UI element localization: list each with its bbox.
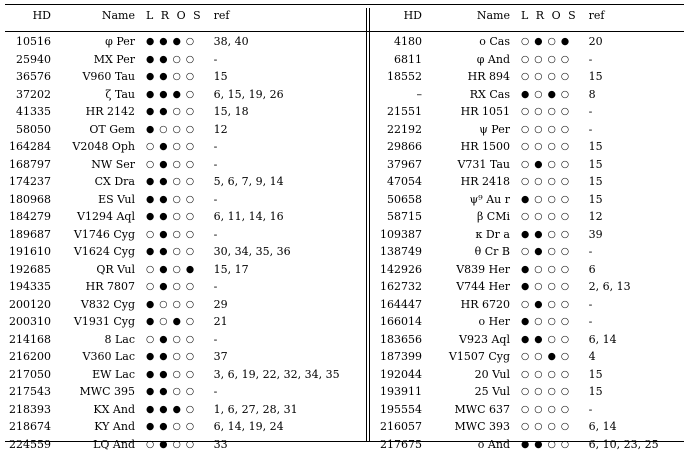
cell-hd: 217543 <box>5 383 51 401</box>
cell-name: V1931 Cyg <box>51 313 135 331</box>
cell-ref: 33 <box>203 436 361 453</box>
cell-name: β CMi <box>422 208 510 226</box>
cell-name: OT Gem <box>51 121 135 139</box>
cell-hd: 183656 <box>377 331 422 349</box>
cell-name: V1746 Cyg <box>51 226 135 244</box>
cell-flags: ○ ● ○ ● <box>135 261 203 279</box>
cell-ref: 38, 40 <box>203 28 361 51</box>
cell-ref: - <box>578 401 684 419</box>
cell-hd: 22192 <box>377 121 422 139</box>
cell-name: KX And <box>51 401 135 419</box>
cell-flags: ○ ● ○ ○ <box>510 296 578 314</box>
table-row <box>377 296 684 314</box>
cell-flags: ○ ○ ○ ○ <box>510 383 578 401</box>
cell-ref: 12 <box>578 208 684 226</box>
cell-hd: 218393 <box>5 401 51 419</box>
cell-name: 25 Vul <box>422 383 510 401</box>
table-row <box>377 243 684 261</box>
cell-hd: 47054 <box>377 173 422 191</box>
cell-hd: 21551 <box>377 103 422 121</box>
cell-hd: 25940 <box>5 51 51 69</box>
cell-flags: ○ ○ ● ○ <box>510 348 578 366</box>
cell-name: V832 Cyg <box>51 296 135 314</box>
cell-ref: 15, 17 <box>203 261 361 279</box>
cell-hd: 6811 <box>377 51 422 69</box>
cell-ref: 37 <box>203 348 361 366</box>
cell-flags: ○ ○ ○ ○ <box>510 173 578 191</box>
cell-name: HR 1051 <box>422 103 510 121</box>
table-row <box>5 156 361 174</box>
header-name: Name <box>422 4 510 28</box>
cell-ref: 15 <box>578 191 684 209</box>
cell-name: QR Vul <box>51 261 135 279</box>
cell-ref: - <box>203 226 361 244</box>
cell-name: MX Per <box>51 51 135 69</box>
cell-hd: 192685 <box>5 261 51 279</box>
cell-ref: 15 <box>578 68 684 86</box>
cell-name: o Her <box>422 313 510 331</box>
cell-ref: - <box>203 138 361 156</box>
cell-hd: 217675 <box>377 436 422 453</box>
table-row <box>377 191 684 209</box>
table-row <box>377 86 684 104</box>
cell-name: KY And <box>51 418 135 436</box>
cell-name: V1624 Cyg <box>51 243 135 261</box>
cell-hd: 214168 <box>5 331 51 349</box>
cell-hd: 29866 <box>377 138 422 156</box>
cell-ref: - <box>203 383 361 401</box>
cell-flags: ○ ● ○ ○ <box>135 278 203 296</box>
cell-name: θ Cr B <box>422 243 510 261</box>
star-catalog-table <box>5 4 684 442</box>
cell-flags: ● ● ○ ○ <box>135 243 203 261</box>
table-row <box>377 418 684 436</box>
table-row <box>377 156 684 174</box>
cell-flags: ● ● ● ○ <box>135 86 203 104</box>
cell-ref: 15 <box>578 366 684 384</box>
table-row <box>5 383 361 401</box>
table-row <box>377 261 684 279</box>
table-row <box>5 348 361 366</box>
cell-flags: ● ● ○ ○ <box>135 173 203 191</box>
cell-flags: ○ ○ ○ ○ <box>510 366 578 384</box>
cell-flags: ● ● ○ ○ <box>510 331 578 349</box>
cell-name: CX Dra <box>51 173 135 191</box>
cell-ref: 6, 11, 14, 16 <box>203 208 361 226</box>
header-ref: ref <box>203 4 361 28</box>
cell-hd: 193911 <box>377 383 422 401</box>
cell-flags: ○ ● ○ ○ <box>135 138 203 156</box>
cell-hd: 166014 <box>377 313 422 331</box>
cell-ref: - <box>203 51 361 69</box>
cell-ref: 15, 18 <box>203 103 361 121</box>
header-flags: L R O S <box>510 4 578 28</box>
cell-ref: 15 <box>203 68 361 86</box>
cell-hd: 191610 <box>5 243 51 261</box>
cell-ref: 3, 6, 19, 22, 32, 34, 35 <box>203 366 361 384</box>
header-row <box>377 4 684 28</box>
cell-ref: 6 <box>578 261 684 279</box>
cell-name: 8 Lac <box>51 331 135 349</box>
cell-name: ψ⁹ Au r <box>422 191 510 209</box>
cell-hd: 192044 <box>377 366 422 384</box>
cell-flags: ● ● ● ○ <box>135 401 203 419</box>
cell-flags: ● ● ○ ○ <box>135 418 203 436</box>
table-row <box>377 138 684 156</box>
cell-hd: 36576 <box>5 68 51 86</box>
table-row <box>5 68 361 86</box>
table-row <box>5 331 361 349</box>
left-half-table <box>5 4 361 453</box>
cell-flags: ● ● ○ ○ <box>135 208 203 226</box>
table-row <box>377 51 684 69</box>
column-divider-left <box>366 8 367 442</box>
cell-hd: 164284 <box>5 138 51 156</box>
table-row <box>377 68 684 86</box>
table-row <box>5 296 361 314</box>
table-row <box>377 313 684 331</box>
cell-ref: - <box>578 51 684 69</box>
cell-name: HR 894 <box>422 68 510 86</box>
cell-ref: 15 <box>578 173 684 191</box>
cell-name: φ Per <box>51 28 135 51</box>
cell-flags: ○ ○ ○ ○ <box>510 138 578 156</box>
cell-flags: ○ ● ○ ○ <box>135 436 203 453</box>
cell-flags: ● ○ ○ ○ <box>510 313 578 331</box>
table-row <box>5 208 361 226</box>
cell-name: V960 Tau <box>51 68 135 86</box>
cell-hd: 168797 <box>5 156 51 174</box>
cell-flags: ● ● ○ ○ <box>135 68 203 86</box>
cell-ref: 5, 6, 7, 9, 14 <box>203 173 361 191</box>
cell-ref: 4 <box>578 348 684 366</box>
cell-ref: 1, 6, 27, 28, 31 <box>203 401 361 419</box>
table-row <box>5 173 361 191</box>
cell-hd: 41335 <box>5 103 51 121</box>
cell-name: V923 Aql <box>422 331 510 349</box>
cell-flags: ● ● ● ○ <box>135 28 203 51</box>
cell-name: V360 Lac <box>51 348 135 366</box>
cell-ref: - <box>578 121 684 139</box>
table-row <box>5 366 361 384</box>
cell-flags: ○ ● ○ ○ <box>135 156 203 174</box>
header-hd: HD <box>5 4 51 28</box>
cell-hd: 218674 <box>5 418 51 436</box>
cell-name: HR 1500 <box>422 138 510 156</box>
cell-flags: ● ● ○ ○ <box>135 191 203 209</box>
table-row <box>5 436 361 453</box>
table-row <box>377 348 684 366</box>
table-row <box>377 28 684 51</box>
cell-flags: ○ ○ ○ ○ <box>510 418 578 436</box>
cell-name: MWC 637 <box>422 401 510 419</box>
cell-hd: 109387 <box>377 226 422 244</box>
header-ref: ref <box>578 4 684 28</box>
table-row <box>377 436 684 453</box>
cell-name: MWC 393 <box>422 418 510 436</box>
table-row <box>377 366 684 384</box>
cell-ref: 6, 14 <box>578 331 684 349</box>
cell-ref: 30, 34, 35, 36 <box>203 243 361 261</box>
cell-flags: ● ● ○ ○ <box>135 103 203 121</box>
cell-hd: 138749 <box>377 243 422 261</box>
table-row <box>5 138 361 156</box>
cell-name: o And <box>422 436 510 453</box>
cell-name: V731 Tau <box>422 156 510 174</box>
cell-hd: 217050 <box>5 366 51 384</box>
cell-flags: ● ○ ○ ○ <box>135 121 203 139</box>
cell-ref: 6, 15, 19, 26 <box>203 86 361 104</box>
cell-name: V1507 Cyg <box>422 348 510 366</box>
table-row <box>5 418 361 436</box>
cell-name: HR 6720 <box>422 296 510 314</box>
cell-ref: 2, 6, 13 <box>578 278 684 296</box>
cell-hd: – <box>377 86 422 104</box>
table-row <box>377 103 684 121</box>
table-row <box>377 173 684 191</box>
cell-flags: ● ○ ○ ○ <box>510 261 578 279</box>
cell-hd: 162732 <box>377 278 422 296</box>
cell-name: κ Dr a <box>422 226 510 244</box>
cell-hd: 200120 <box>5 296 51 314</box>
cell-flags: ● ○ ● ○ <box>135 313 203 331</box>
cell-name: ES Vul <box>51 191 135 209</box>
cell-hd: 224559 <box>5 436 51 453</box>
cell-flags: ○ ○ ○ ○ <box>510 103 578 121</box>
cell-flags: ● ● ○ ○ <box>135 348 203 366</box>
cell-hd: 142926 <box>377 261 422 279</box>
cell-name: HR 2418 <box>422 173 510 191</box>
cell-flags: ○ ● ○ ● <box>510 28 578 51</box>
cell-flags: ● ● ○ ○ <box>135 51 203 69</box>
table-row <box>377 278 684 296</box>
table-row <box>5 51 361 69</box>
table-row <box>5 121 361 139</box>
cell-name: 20 Vul <box>422 366 510 384</box>
cell-flags: ● ○ ● ○ <box>510 86 578 104</box>
cell-hd: 18552 <box>377 68 422 86</box>
cell-ref: 15 <box>578 383 684 401</box>
cell-ref: 21 <box>203 313 361 331</box>
table-row <box>377 121 684 139</box>
cell-hd: 216057 <box>377 418 422 436</box>
cell-ref: 15 <box>578 156 684 174</box>
cell-name: V839 Her <box>422 261 510 279</box>
cell-name: HR 7807 <box>51 278 135 296</box>
cell-ref: 39 <box>578 226 684 244</box>
cell-hd: 50658 <box>377 191 422 209</box>
cell-ref: 6, 14 <box>578 418 684 436</box>
cell-name: V744 Her <box>422 278 510 296</box>
table-row <box>5 226 361 244</box>
table-row <box>5 103 361 121</box>
cell-name: V1294 Aql <box>51 208 135 226</box>
cell-name: o Cas <box>422 28 510 51</box>
cell-ref: - <box>203 278 361 296</box>
table-row <box>5 313 361 331</box>
cell-name: ψ Per <box>422 121 510 139</box>
table-row <box>5 86 361 104</box>
cell-name: V2048 Oph <box>51 138 135 156</box>
table-row <box>5 278 361 296</box>
cell-ref: - <box>578 313 684 331</box>
cell-flags: ○ ○ ○ ○ <box>510 51 578 69</box>
cell-flags: ● ● ○ ○ <box>135 383 203 401</box>
table-row <box>377 401 684 419</box>
table-row <box>377 331 684 349</box>
table-row <box>5 401 361 419</box>
cell-hd: 58715 <box>377 208 422 226</box>
cell-flags: ○ ● ○ ○ <box>135 331 203 349</box>
cell-name: LQ And <box>51 436 135 453</box>
cell-ref: - <box>203 191 361 209</box>
cell-flags: ○ ○ ○ ○ <box>510 68 578 86</box>
cell-hd: 164447 <box>377 296 422 314</box>
cell-name: NW Ser <box>51 156 135 174</box>
cell-flags: ● ○ ○ ○ <box>510 191 578 209</box>
cell-flags: ○ ● ○ ○ <box>510 243 578 261</box>
table-row <box>5 191 361 209</box>
cell-flags: ● ● ○ ○ <box>510 436 578 453</box>
cell-flags: ○ ● ○ ○ <box>510 156 578 174</box>
column-divider-right <box>369 8 370 442</box>
header-row <box>5 4 361 28</box>
cell-hd: 200310 <box>5 313 51 331</box>
cell-ref: 29 <box>203 296 361 314</box>
cell-ref: - <box>578 243 684 261</box>
cell-hd: 37202 <box>5 86 51 104</box>
cell-flags: ○ ○ ○ ○ <box>510 208 578 226</box>
table-row <box>5 28 361 51</box>
cell-ref: 15 <box>578 138 684 156</box>
cell-ref: - <box>203 156 361 174</box>
cell-name: HR 2142 <box>51 103 135 121</box>
cell-hd: 189687 <box>5 226 51 244</box>
header-hd: HD <box>377 4 422 28</box>
right-half-table <box>377 4 684 453</box>
cell-hd: 58050 <box>5 121 51 139</box>
table-row <box>377 383 684 401</box>
cell-hd: 10516 <box>5 28 51 51</box>
cell-ref: 8 <box>578 86 684 104</box>
cell-hd: 174237 <box>5 173 51 191</box>
cell-ref: - <box>578 296 684 314</box>
header-name: Name <box>51 4 135 28</box>
cell-name: ζ Tau <box>51 86 135 104</box>
cell-ref: - <box>203 331 361 349</box>
cell-hd: 37967 <box>377 156 422 174</box>
cell-name: RX Cas <box>422 86 510 104</box>
cell-hd: 194335 <box>5 278 51 296</box>
cell-ref: - <box>578 103 684 121</box>
cell-hd: 187399 <box>377 348 422 366</box>
cell-flags: ● ● ○ ○ <box>510 226 578 244</box>
cell-name: φ And <box>422 51 510 69</box>
cell-ref: 6, 14, 19, 24 <box>203 418 361 436</box>
cell-hd: 4180 <box>377 28 422 51</box>
table-row <box>377 208 684 226</box>
table-row <box>5 243 361 261</box>
cell-flags: ● ○ ○ ○ <box>135 296 203 314</box>
cell-hd: 184279 <box>5 208 51 226</box>
cell-flags: ○ ○ ○ ○ <box>510 121 578 139</box>
cell-hd: 195554 <box>377 401 422 419</box>
cell-ref: 6, 10, 23, 25 <box>578 436 684 453</box>
header-flags: L R O S <box>135 4 203 28</box>
table-row <box>5 261 361 279</box>
cell-flags: ● ○ ○ ○ <box>510 278 578 296</box>
table-row <box>377 226 684 244</box>
cell-name: MWC 395 <box>51 383 135 401</box>
cell-hd: 216200 <box>5 348 51 366</box>
cell-flags: ● ● ○ ○ <box>135 366 203 384</box>
cell-flags: ○ ● ○ ○ <box>135 226 203 244</box>
cell-ref: 12 <box>203 121 361 139</box>
cell-ref: 20 <box>578 28 684 51</box>
cell-name: EW Lac <box>51 366 135 384</box>
cell-hd: 180968 <box>5 191 51 209</box>
cell-flags: ○ ○ ○ ○ <box>510 401 578 419</box>
